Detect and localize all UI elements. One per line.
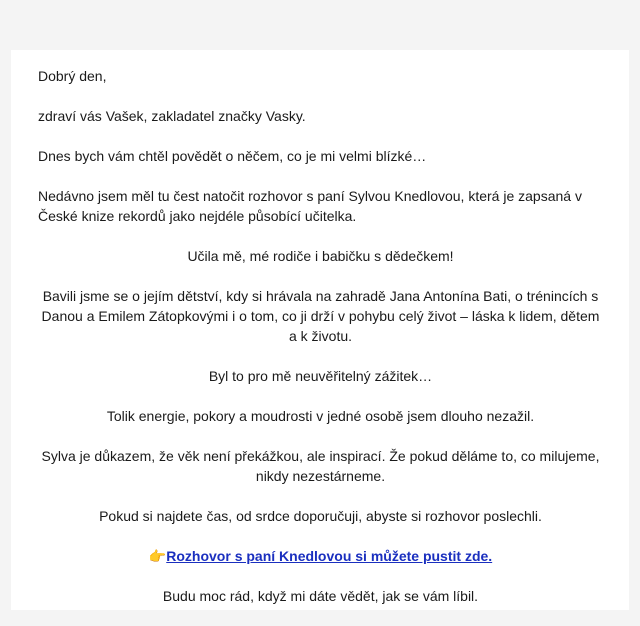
closing-text: Budu moc rád, když mi dáte vědět, jak se vám líbil. [162, 588, 479, 604]
story-text: Nedávno jsem měl tu čest natočit rozhovor s paní Sylvou Knedlovou, která je zapsaná v České knize rekordů jako nejdéle působící učitelka. [38, 188, 582, 224]
intro-text: zdraví vás Vašek, zakladatel značky Vasky. [38, 108, 306, 124]
highlight-text: Učila mě, mé rodiče i babičku s dědečkem! [187, 248, 454, 264]
talk-text: Bavili jsme se o jejím dětství, kdy si hrávala na zahradě Jana Antonína Bati, o trénincích s Danou a Emilem Zátopkovými i o tom, co ji drží v pohybu celý život – láska k lidem, dětem a k životu. [41, 288, 600, 344]
greeting-text: Dobrý den, [38, 68, 107, 84]
email-body [38, 66, 603, 626]
email-card [11, 50, 629, 610]
interview-link-label: Rozhovor s paní Knedlovou si můžete pustit zde. [166, 548, 493, 564]
inspiration-text: Sylva je důkazem, že věk není překážkou, ale inspirací. Že pokud děláme to, co milujeme, nikdy nezestárneme. [41, 448, 600, 484]
interview-link[interactable] [149, 548, 492, 564]
pointing-hand-icon: 👉 [148, 548, 167, 564]
energy-text: Tolik energie, pokory a moudrosti v jedné osobě jsem dlouho nezažil. [106, 408, 535, 424]
lead-text: Dnes bych vám chtěl povědět o něčem, co je mi velmi blízké… [38, 148, 427, 164]
experience-text: Byl to pro mě neuvěřitelný zážitek… [208, 368, 433, 384]
recommendation-text: Pokud si najdete čas, od srdce doporučuji, abyste si rozhovor poslechli. [99, 508, 542, 524]
cta-paragraph [38, 546, 603, 566]
